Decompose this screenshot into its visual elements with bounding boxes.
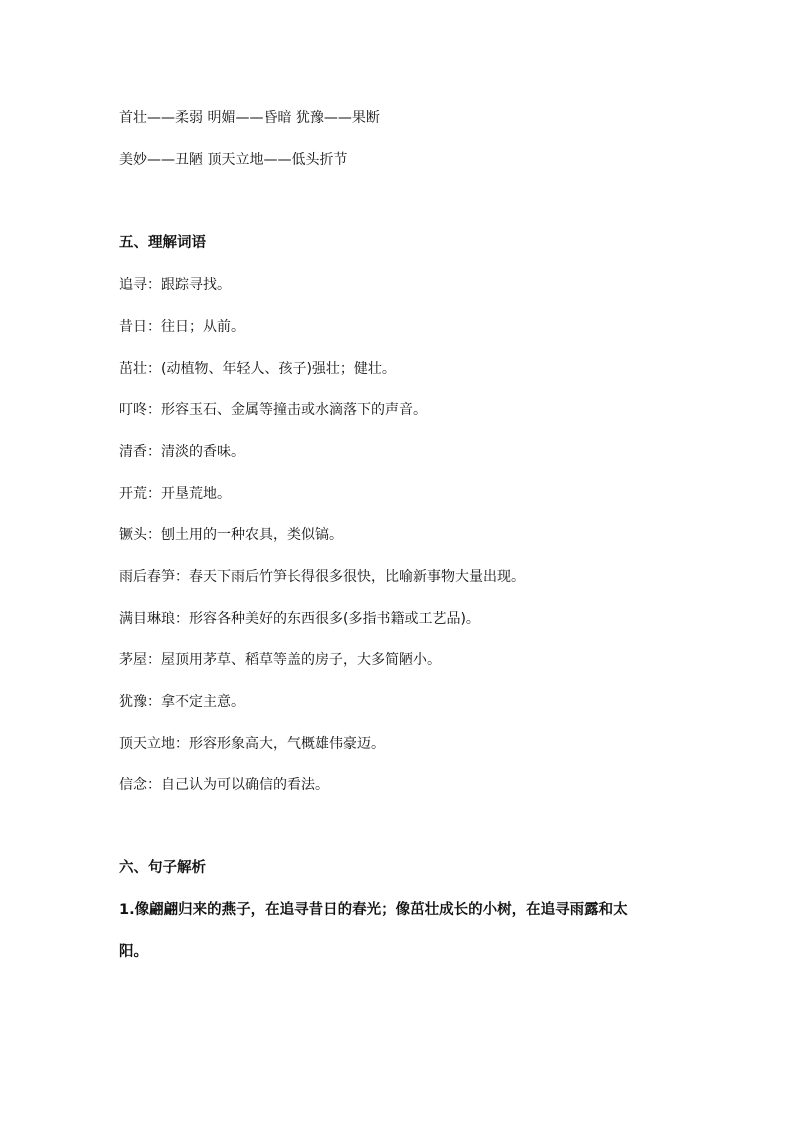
vocab-entry: 茅屋：屋顶用茅草、稻草等盖的房子，大多简陋小。	[119, 652, 441, 668]
section-6-heading: 六、句子解析	[119, 860, 206, 876]
vocab-entry: 昔日：往日；从前。	[119, 319, 245, 335]
vocab-entry: 追寻：跟踪寻找。	[119, 277, 231, 293]
antonym-line-2: 美妙——丑陋 顶天立地——低头折节	[119, 152, 348, 168]
sentence-1-line-1: 1.像翩翩归来的燕子，在追寻昔日的春光；像茁壮成长的小树，在追寻雨露和太	[119, 902, 628, 918]
vocab-entry: 满目琳琅：形容各种美好的东西很多(多指书籍或工艺品)。	[119, 611, 480, 627]
section-5-heading: 五、理解词语	[119, 235, 206, 251]
vocab-entry: 犹豫：拿不定主意。	[119, 694, 245, 710]
vocab-entry: 镢头：刨土用的一种农具，类似镐。	[119, 527, 343, 543]
vocab-entry: 茁壮：(动植物、年轻人、孩子)强壮；健壮。	[119, 361, 396, 377]
vocab-entry: 雨后春笋：春天下雨后竹笋长得很多很快，比喻新事物大量出现。	[119, 569, 525, 585]
antonym-line-1: 首壮——柔弱 明媚——昏暗 犹豫——果断	[119, 110, 380, 126]
sentence-1-line-2: 阳。	[119, 944, 148, 960]
vocab-entry: 叮咚：形容玉石、金属等撞击或水滴落下的声音。	[119, 402, 427, 418]
vocab-entry: 开荒：开垦荒地。	[119, 486, 231, 502]
vocab-entry: 信念：自己认为可以确信的看法。	[119, 777, 329, 793]
vocab-entry: 顶天立地：形容形象高大，气概雄伟豪迈。	[119, 736, 385, 752]
vocab-entry: 清香：清淡的香味。	[119, 444, 245, 460]
